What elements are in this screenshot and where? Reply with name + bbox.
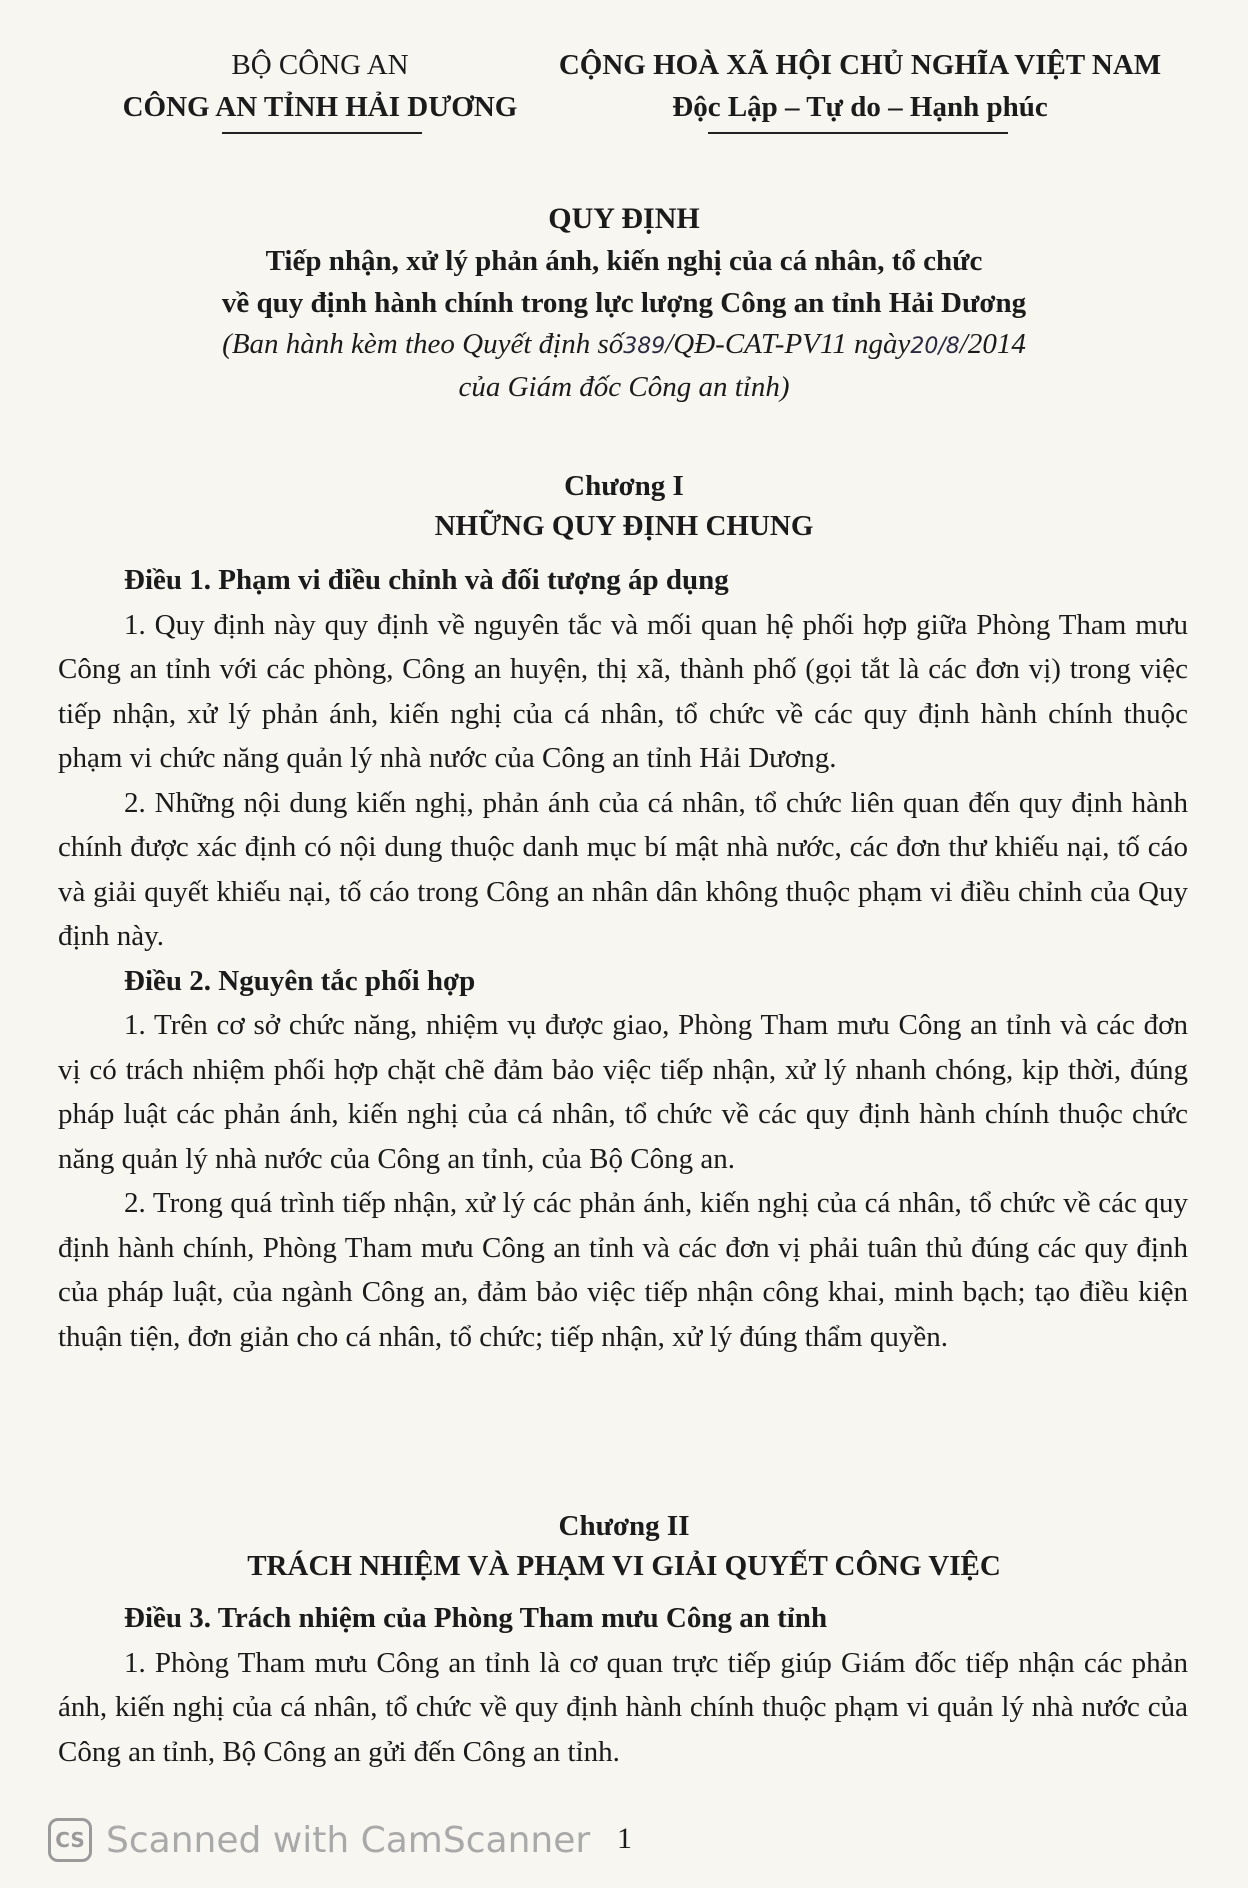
article-3-paragraph-1: 1. Phòng Tham mưu Công an tỉnh là cơ quan trực tiếp giúp Giám đốc tiếp nhận các phản ánh, kiến nghị của cá nhân, tổ chức về quy định hành chính thuộc phạm vi quản lý nhà nước của Công an tỉnh, Bộ Công an gửi đến Công an tỉnh. — [58, 1646, 1188, 1768]
national-motto — [540, 44, 1180, 128]
chapter-2-heading — [0, 1506, 1248, 1586]
page-number: 1 — [617, 1822, 632, 1855]
chapter-1-name: NHỮNG QUY ĐỊNH CHUNG — [434, 510, 814, 542]
chapter-2-name: TRÁCH NHIỆM VÀ PHẠM VI GIẢI QUYẾT CÔNG VIỆC — [247, 1550, 1001, 1582]
watermark-text: Scanned with CamScanner — [106, 1819, 591, 1861]
chapter-2-body — [58, 1596, 1188, 1774]
motto-underline — [708, 132, 1008, 134]
document-subtitle-2: về quy định hành chính trong lực lượng Công an tỉnh Hải Dương — [221, 287, 1027, 319]
article-3-heading: Điều 3. Trách nhiệm của Phòng Tham mưu Công an tỉnh — [124, 1602, 828, 1634]
document-title: QUY ĐỊNH — [548, 202, 700, 235]
document-header — [0, 44, 1248, 134]
issuance-note-line2: của Giám đốc Công an tỉnh) — [458, 371, 790, 403]
article-1-paragraph-2: 2. Những nội dung kiến nghị, phản ánh của cá nhân, tổ chức liên quan đến quy định hành chính được xác định có nội dung thuộc danh mục bí mật nhà nước, các đơn thư khiếu nại, tố cáo và giải quyết khiếu nại, tố cáo trong Công an nhân dân không thuộc phạm vi điều chỉnh của Quy định này. — [58, 786, 1188, 952]
issuance-note-part1: (Ban hành kèm theo Quyết định số — [222, 328, 624, 360]
issuance-note — [0, 324, 1248, 367]
agency-underline — [222, 132, 422, 134]
handwritten-decision-number: 389 — [623, 334, 666, 359]
article-2-paragraph-1: 1. Trên cơ sở chức năng, nhiệm vụ được giao, Phòng Tham mưu Công an tỉnh và các đơn vị có trách nhiệm phối hợp chặt chẽ đảm bảo việc tiếp nhận, xử lý nhanh chóng, kịp thời, đúng pháp luật các phản ánh, kiến nghị của cá nhân, tổ chức về các quy định hành chính thuộc chức năng quản lý nhà nước của Công an tỉnh, của Bộ Công an. — [58, 1009, 1188, 1175]
chapter-2-label: Chương II — [558, 1510, 690, 1542]
camscanner-watermark — [48, 1810, 590, 1870]
article-2-heading: Điều 2. Nguyên tắc phối hợp — [124, 964, 476, 997]
document-subtitle-1: Tiếp nhận, xử lý phản ánh, kiến nghị của cá nhân, tổ chức — [265, 245, 983, 277]
article-1-paragraph-1: 1. Quy định này quy định về nguyên tắc và mối quan hệ phối hợp giữa Phòng Tham mưu Công an tỉnh với các phòng, Công an huyện, thị xã, thành phố (gọi tắt là các đơn vị) trong việc tiếp nhận, xử lý phản ánh, kiến nghị của cá nhân, tổ chức về các quy định hành chính thuộc phạm vi chức năng quản lý nhà nước của Công an tỉnh Hải Dương. — [58, 608, 1188, 774]
chapter-1-heading — [0, 466, 1248, 546]
issuing-agency — [100, 44, 540, 128]
motto-line: Độc Lập – Tự do – Hạnh phúc — [672, 91, 1048, 123]
handwritten-date: 20/8 — [910, 334, 960, 359]
issuance-note-part3: /2014 — [959, 328, 1026, 360]
article-2-paragraph-2: 2. Trong quá trình tiếp nhận, xử lý các phản ánh, kiến nghị của cá nhân, tổ chức về các quy định hành chính, Phòng Tham mưu Công an tỉnh và các đơn vị phải tuân thủ đúng các quy định của pháp luật, của ngành Công an, đảm bảo việc tiếp nhận công khai, minh bạch; tạo điều kiện thuận tiện, đơn giản cho cá nhân, tổ chức; tiếp nhận, xử lý đúng thẩm quyền. — [58, 1187, 1188, 1353]
article-1-heading: Điều 1. Phạm vi điều chỉnh và đối tượng áp dụng — [124, 564, 729, 596]
ministry-name: BỘ CÔNG AN — [231, 49, 409, 81]
camscanner-logo-icon: CS — [48, 1818, 92, 1862]
country-name: CỘNG HOÀ XÃ HỘI CHỦ NGHĨA VIỆT NAM — [558, 49, 1162, 81]
chapter-1-label: Chương I — [564, 470, 684, 502]
agency-name: CÔNG AN TỈNH HẢI DƯƠNG — [122, 91, 518, 123]
issuance-note-part2: /QĐ-CAT-PV11 ngày — [665, 328, 911, 360]
title-block — [0, 198, 1248, 407]
chapter-1-body — [58, 558, 1188, 1359]
